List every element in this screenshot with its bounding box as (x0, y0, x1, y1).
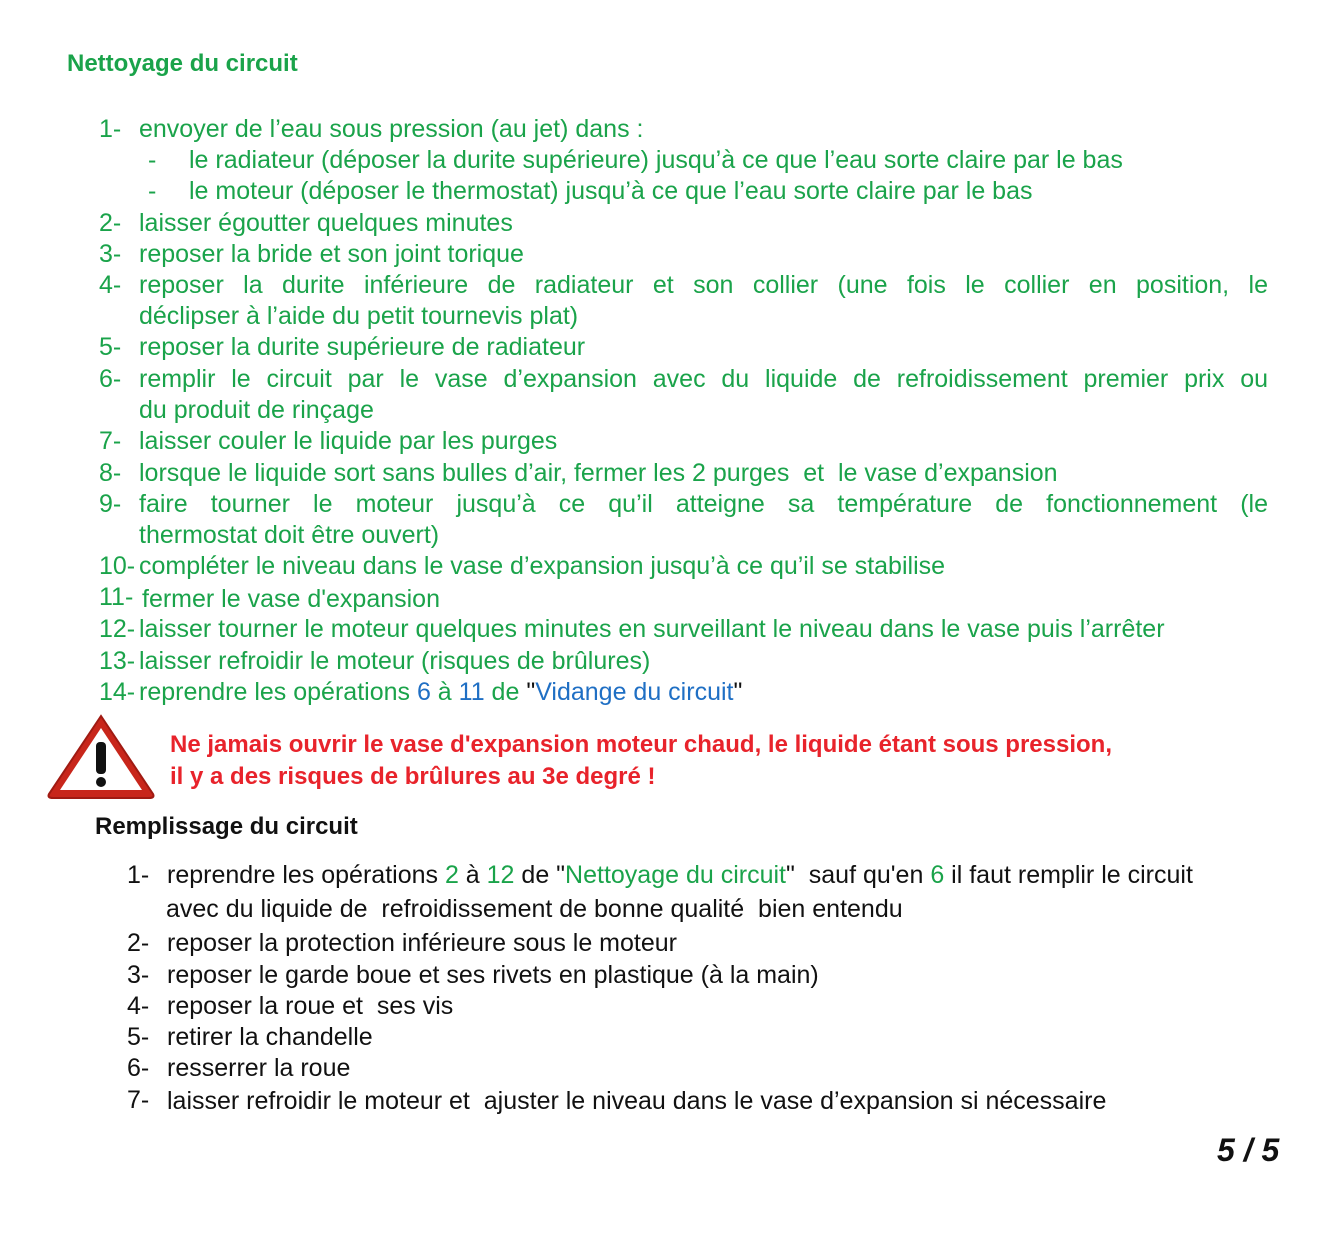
step-number: 3- (99, 240, 122, 268)
step-number: 9- (99, 490, 122, 518)
warning-message (170, 729, 1112, 793)
step-text: faire tourner le moteur jusqu’à ce qu’il atteigne sa température de fonctionnement (le (139, 490, 1268, 518)
step-number: 10- (99, 552, 136, 580)
step-text-e: il faut remplir le circuit (944, 861, 1193, 889)
step-text: reposer la protection inférieure sous le moteur (167, 929, 677, 957)
step-text-c: de " (514, 861, 566, 889)
step-text-continued: avec du liquide de refroidissement de bonne qualité bien entendu (166, 895, 903, 923)
warning-triangle-icon (45, 712, 157, 800)
step-reference-from: 6 (416, 678, 431, 706)
step-text: reposer la durite supérieure de radiateur (139, 333, 586, 361)
sub-item-dash: - (148, 146, 157, 174)
step-reference-six: 6 (930, 861, 945, 889)
step-number: 5- (99, 333, 122, 361)
step-text: lorsque le liquide sort sans bulles d’air, fermer les 2 purges et le vase d’expansion (139, 459, 1058, 487)
quote-open: " (526, 678, 536, 706)
step-text (167, 860, 1193, 891)
step-text: remplir le circuit par le vase d’expansion avec du liquide de refroidissement premier prix ou (139, 365, 1268, 393)
step-text: reposer la roue et ses vis (167, 992, 454, 1020)
vidange-reference-link[interactable]: Vidange du circuit (535, 678, 734, 706)
step-text: compléter le niveau dans le vase d’expansion jusqu’à ce qu’il se stabilise (139, 552, 946, 580)
section-title-nettoyage: Nettoyage du circuit (67, 50, 298, 77)
step-number: 14- (99, 678, 136, 706)
step-text-prefix: reprendre les opérations (139, 678, 417, 706)
step-number: 4- (127, 992, 150, 1020)
step-text: fermer le vase d'expansion (142, 585, 440, 613)
step-text-mid: à (430, 678, 459, 706)
step-text (139, 677, 742, 708)
step-number: 3- (127, 961, 150, 989)
step-reference-to: 12 (486, 861, 515, 889)
step-number: 6- (127, 1054, 150, 1082)
step-text-b: à (458, 861, 487, 889)
step-text: laisser refroidir le moteur et ajuster le niveau dans le vase d’expansion si nécessaire (167, 1087, 1107, 1115)
step-text: laisser refroidir le moteur (risques de brûlures) (139, 647, 651, 675)
step-reference-to: 11 (458, 678, 485, 706)
step-text: envoyer de l’eau sous pression (au jet) dans : (139, 115, 644, 143)
step-text: resserrer la roue (167, 1054, 351, 1082)
step-number: 6- (99, 365, 122, 393)
step-number: 2- (99, 209, 122, 237)
quote-close: " (733, 678, 743, 706)
step-text: retirer la chandelle (167, 1023, 373, 1051)
step-text: laisser égoutter quelques minutes (139, 209, 513, 237)
step-number: 1- (99, 115, 122, 143)
step-number: 7- (99, 427, 122, 455)
step-text: reposer le garde boue et ses rivets en plastique (à la main) (167, 961, 819, 989)
step-text-de: de (484, 678, 527, 706)
page-number: 5 / 5 (1217, 1132, 1280, 1168)
section-title-remplissage: Remplissage du circuit (95, 813, 358, 840)
nettoyage-reference-link[interactable]: Nettoyage du circuit (565, 861, 786, 889)
step-number: 7- (127, 1086, 150, 1114)
step-text-a: reprendre les opérations (167, 861, 445, 889)
step-text-continued: thermostat doit être ouvert) (139, 521, 440, 549)
step-text: reposer la durite inférieure de radiateur et son collier (une fois le collier en position, le (139, 271, 1268, 299)
step-number: 12- (99, 615, 136, 643)
sub-item-dash: - (148, 177, 157, 205)
warning-line-2: il y a des risques de brûlures au 3e degré ! (170, 763, 656, 790)
step-text-continued: du produit de rinçage (139, 396, 374, 424)
step-number: 13- (99, 647, 136, 675)
step-number: 4- (99, 271, 122, 299)
step-text-d: " sauf qu'en (786, 861, 931, 889)
sub-item-text: le radiateur (déposer la durite supérieure) jusqu’à ce que l’eau sorte claire par le bas (189, 146, 1123, 174)
sub-item-text: le moteur (déposer le thermostat) jusqu’à ce que l’eau sorte claire par le bas (189, 177, 1033, 205)
step-number: 11- (99, 583, 134, 611)
step-text: laisser couler le liquide par les purges (139, 427, 558, 455)
step-text-continued: déclipser à l’aide du petit tournevis plat) (139, 302, 579, 330)
step-number: 5- (127, 1023, 150, 1051)
step-reference-from: 2 (444, 861, 459, 889)
step-number: 1- (127, 861, 150, 889)
step-number: 8- (99, 459, 122, 487)
step-text: reposer la bride et son joint torique (139, 240, 524, 268)
step-number: 2- (127, 929, 150, 957)
warning-line-1: Ne jamais ouvrir le vase d'expansion moteur chaud, le liquide étant sous pression, (170, 731, 1112, 758)
step-text: laisser tourner le moteur quelques minutes en surveillant le niveau dans le vase puis l’arrêter (139, 615, 1165, 643)
